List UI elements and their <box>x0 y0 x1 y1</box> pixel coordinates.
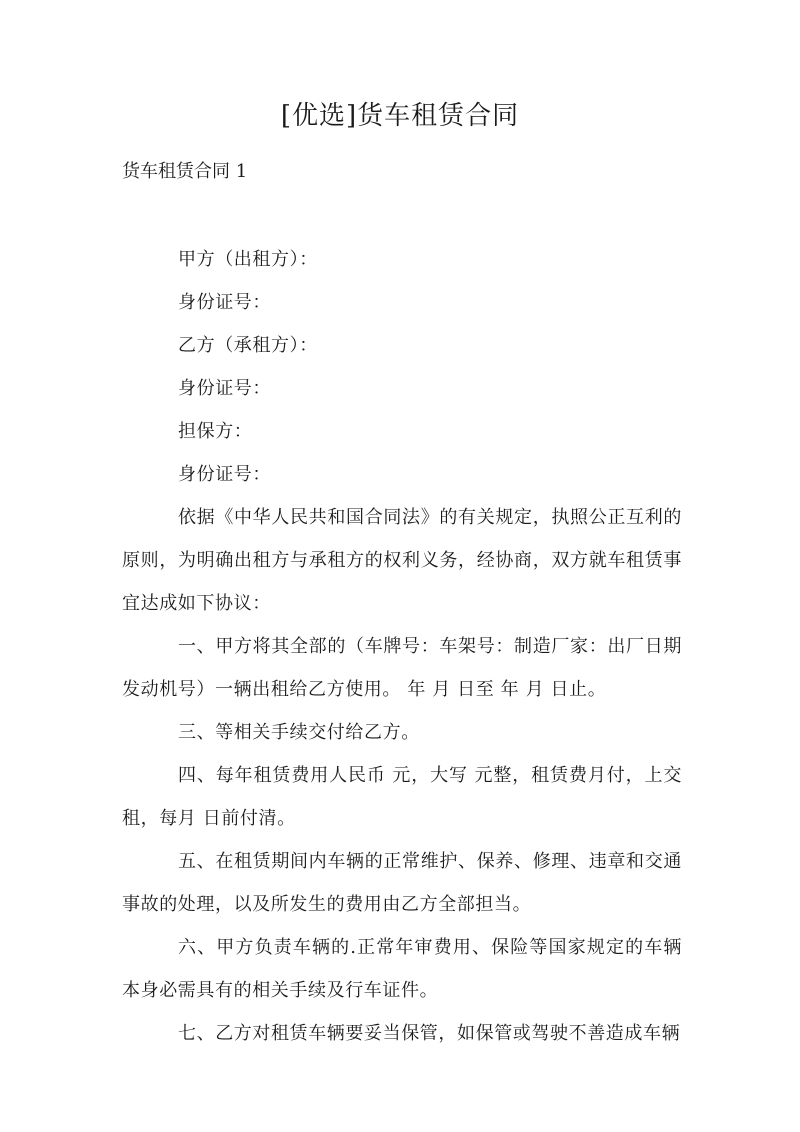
document-title: [优选]货车租赁合同 <box>280 101 520 131</box>
clause-5: 五、在租赁期间内车辆的正常维护、保养、修理、违章和交通事故的处理，以及所发生的费用由乙方全部担当。 <box>122 851 682 915</box>
party-a-id-line: 身份证号： <box>178 292 271 313</box>
clause-1: 一、甲方将其全部的（车牌号：车架号：制造厂家：出厂日期发动机号）一辆出租给乙方使用。 年 月 日至 年 月 日止。 <box>122 636 682 700</box>
document-subtitle: 货车租赁合同 1 <box>122 161 248 182</box>
party-b-line: 乙方（承租方）： <box>178 335 318 356</box>
guarantor-line: 担保方： <box>178 421 253 442</box>
clause-7: 七、乙方对租赁车辆要妥当保管，如保管或驾驶不善造成车辆 <box>178 1023 681 1044</box>
clause-6: 六、甲方负责车辆的.正常年审费用、保险等国家规定的车辆本身必需具有的相关手续及行车证件。 <box>122 937 682 1001</box>
contract-body <box>122 238 682 1055</box>
clause-4: 四、每年租赁费用人民币 元，大写 元整，租赁费月付，上交租，每月 日前付清。 <box>122 765 682 829</box>
preamble-paragraph: 依据《中华人民共和国合同法》的有关规定，执照公正互利的原则，为明确出租方与承租方的权利义务，经协商，双方就车租赁事宜达成如下协议： <box>122 507 682 614</box>
party-a-line: 甲方（出租方）： <box>178 249 318 270</box>
clause-3: 三、等相关手续交付给乙方。 <box>178 722 420 743</box>
party-b-id-line: 身份证号： <box>178 378 271 399</box>
guarantor-id-line: 身份证号： <box>178 464 271 485</box>
